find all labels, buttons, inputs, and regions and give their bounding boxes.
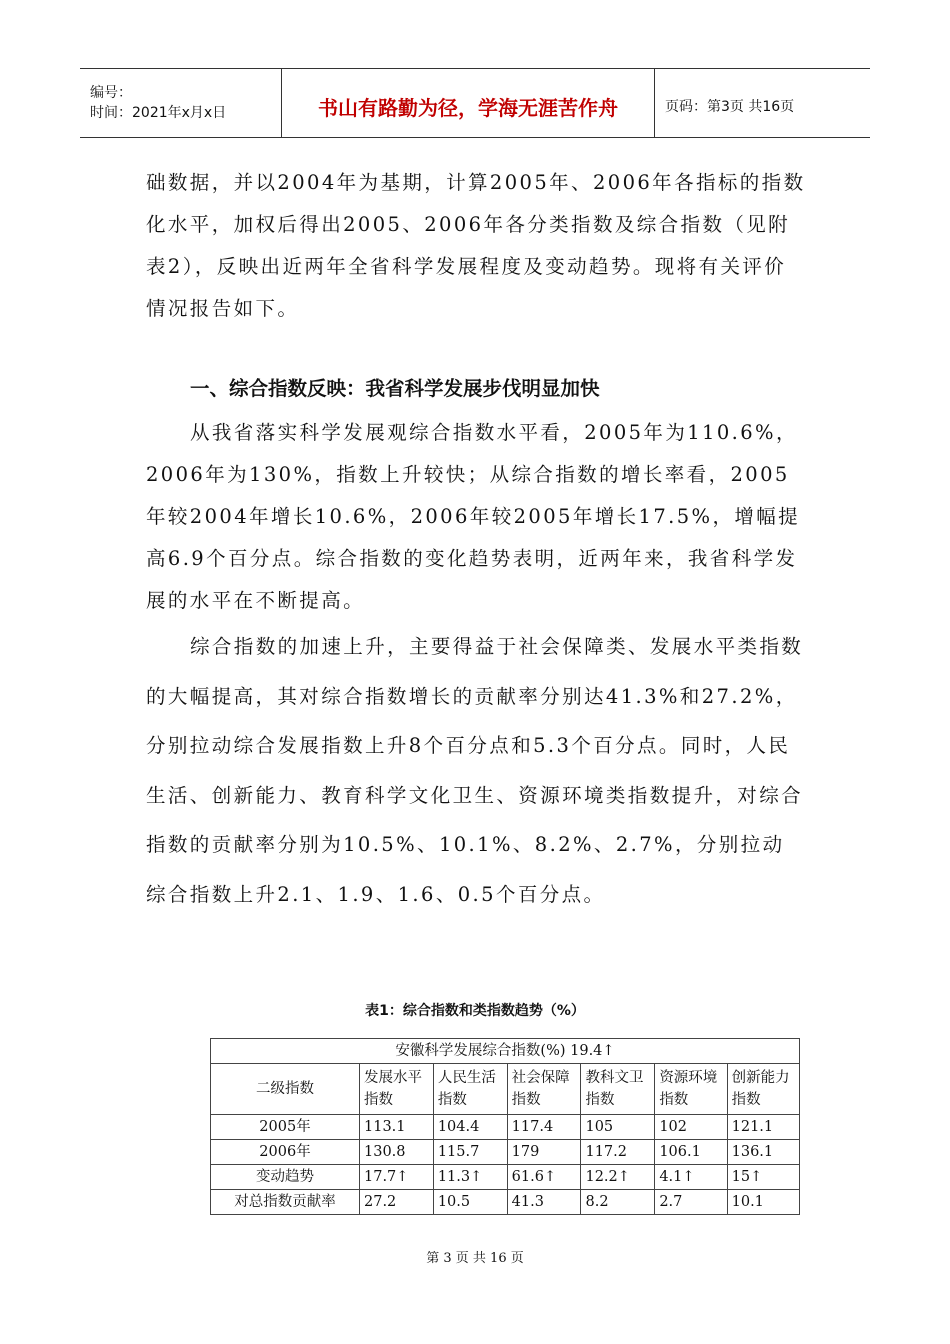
row-label-cell: 变动趋势 [211,1165,360,1190]
table-cell: 8.2 [581,1190,655,1215]
table-cell: 115.7 [433,1140,507,1165]
document-number-label: 编号： [90,85,132,101]
summary-cell: 安徽科学发展综合指数(%) 19.4↑ [211,1039,800,1064]
header-cell: 创新能力指数 [727,1064,799,1115]
table-cell: 117.2 [581,1140,655,1165]
table-cell: 10.5 [433,1190,507,1215]
row-label-cell: 对总指数贡献率 [211,1190,360,1215]
paragraph-intro: 础数据，并以2004年为基期，计算2005年、2006年各指标的指数化水平，加权后得出2005、2006年各分类指数及综合指数（见附表2），反映出近两年全省科学发展程度及变动趋势。现将有关评价情况报告如下。 [146,171,806,320]
table-cell: 136.1 [727,1140,799,1165]
paragraph-contribution: 综合指数的加速上升，主要得益于社会保障类、发展水平类指数的大幅提高，其对综合指数增长的贡献率分别达41.3%和27.2%，分别拉动综合发展指数上升8个百分点和5.3个百分点。同时，人民生活、创新能力、教育科学文化卫生、资源环境类指数提升，对综合指数的贡献率分别为10.5%、10.1%、8.2%、2.7%，分别拉动综合指数上升2.1、1.9、1.6、0.5个百分点。 [146,635,804,906]
header-page-info: 页码：第3页 共16页 [665,99,795,115]
table-header-row [211,1064,800,1115]
table-cell: 11.3↑ [433,1165,507,1190]
table-cell: 102 [655,1115,727,1140]
table-cell: 104.4 [433,1115,507,1140]
table-row [211,1115,800,1140]
table-summary-row [211,1039,800,1064]
page-header [80,68,870,138]
header-cell: 社会保障指数 [507,1064,581,1115]
table-cell: 105 [581,1115,655,1140]
page-footer: 第 3 页 共 16 页 [426,1251,524,1266]
table-cell: 121.1 [727,1115,799,1140]
header-cell: 人民生活指数 [433,1064,507,1115]
table-cell: 2.7 [655,1190,727,1215]
row-label-cell: 2005年 [211,1115,360,1140]
header-cell: 发展水平指数 [360,1064,434,1115]
table-caption: 表1：综合指数和类指数趋势（%） [365,1003,585,1019]
index-trend-table [210,1038,800,1215]
row-label-cell: 2006年 [211,1140,360,1165]
table-row [211,1140,800,1165]
header-cell: 教科文卫指数 [581,1064,655,1115]
table-cell: 179 [507,1140,581,1165]
table-cell: 17.7↑ [360,1165,434,1190]
table-cell: 61.6↑ [507,1165,581,1190]
table-cell: 106.1 [655,1140,727,1165]
table-cell: 15↑ [727,1165,799,1190]
table-cell: 10.1 [727,1190,799,1215]
table-cell: 130.8 [360,1140,434,1165]
table-cell: 117.4 [507,1115,581,1140]
table-cell: 4.1↑ [655,1165,727,1190]
header-cell: 二级指数 [211,1064,360,1115]
paragraph-composite-index: 从我省落实科学发展观综合指数水平看，2005年为110.6%，2006年为130%，指数上升较快；从综合指数的增长率看，2005年较2004年增长10.6%，2006年较2005年增长17.5%，增幅提高6.9个百分点。综合指数的变化趋势表明，近两年来，我省科学发展的水平在不断提高。 [146,421,801,612]
header-motto: 书山有路勤为径，学海无涯苦作舟 [282,69,655,137]
table-cell: 27.2 [360,1190,434,1215]
table-row [211,1165,800,1190]
document-date: 时间：2021年x月x日 [90,105,227,121]
table-cell: 41.3 [507,1190,581,1215]
section-heading: 一、综合指数反映：我省科学发展步伐明显加快 [190,377,600,400]
header-cell: 资源环境指数 [655,1064,727,1115]
table-row [211,1190,800,1215]
header-meta [80,69,282,137]
table-cell: 113.1 [360,1115,434,1140]
table-cell: 12.2↑ [581,1165,655,1190]
